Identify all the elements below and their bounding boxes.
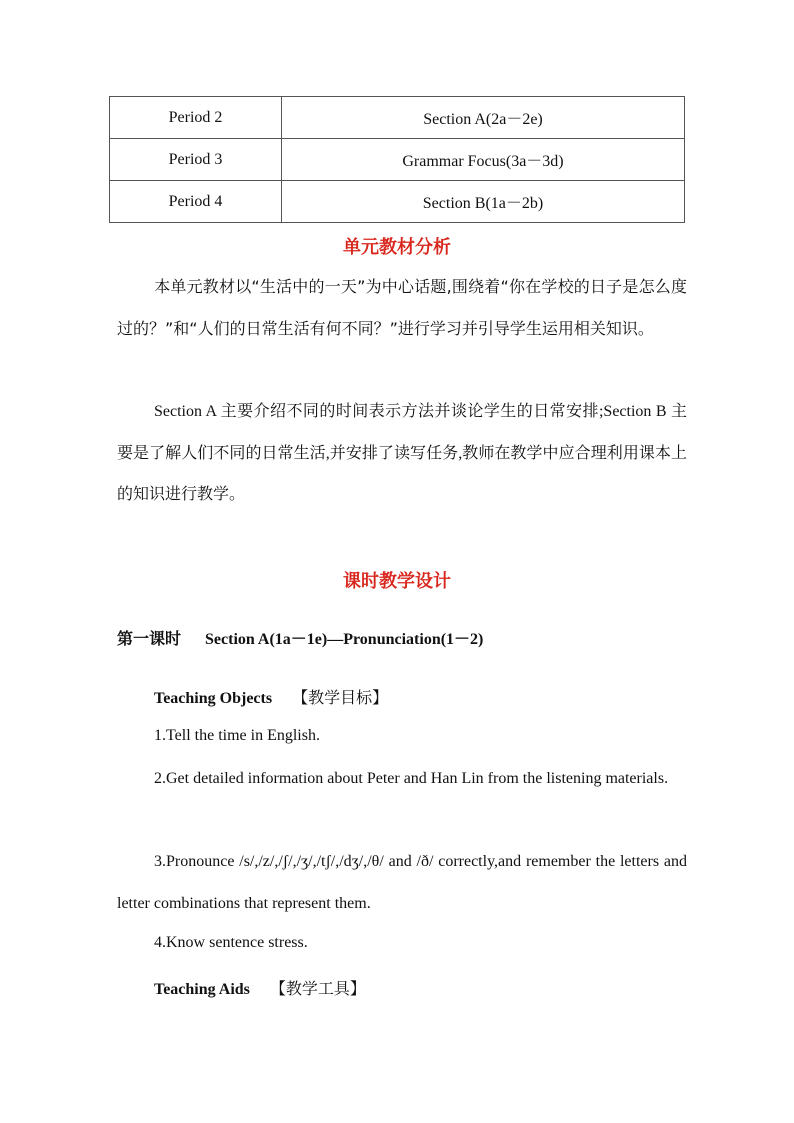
period-cell: Period 2	[110, 97, 282, 139]
lesson-title-line	[117, 626, 483, 649]
analysis-heading: 单元教材分析	[343, 237, 451, 258]
section-cell: Grammar Focus(3a－3d)	[282, 139, 685, 181]
teaching-aids-cn: 【教学工具】	[269, 979, 366, 998]
objective-item: 4.Know sentence stress.	[154, 934, 308, 951]
lesson-label: 第一课时	[117, 629, 182, 648]
table-row	[110, 139, 685, 181]
teaching-objects-cn: 【教学目标】	[292, 688, 389, 707]
objective-item: 3.Pronounce /s/,/z/,/ʃ/,/ʒ/,/tʃ/,/dʒ/,/θ/ and /ð/ correctly,and remember the letters and letter combinations that represent them.	[117, 853, 687, 912]
analysis-paragraph-2: Section A 主要介绍不同的时间表示方法并谈论学生的日常安排;Section B 主要是了解人们不同的日常生活,并安排了读写任务,教师在教学中应合理利用课本上的知识进行教学。	[117, 403, 687, 503]
teaching-objects-line	[154, 685, 388, 708]
section-cell: Section A(2a－2e)	[282, 97, 685, 139]
teaching-aids-label: Teaching Aids	[154, 981, 250, 998]
objective-item: 1.Tell the time in English.	[154, 727, 320, 744]
lesson-title: Section A(1a－1e)—Pronunciation(1－2)	[205, 631, 484, 648]
table-row	[110, 97, 685, 139]
design-heading: 课时教学设计	[343, 571, 451, 592]
analysis-paragraph-1: 本单元教材以“生活中的一天”为中心话题,围绕着“你在学校的日子是怎么度过的？”和“人们的日常生活有何不同？”进行学习并引导学生运用相关知识。	[117, 277, 687, 338]
period-cell: Period 4	[110, 181, 282, 223]
section-cell: Section B(1a－2b)	[282, 181, 685, 223]
teaching-objects-label: Teaching Objects	[154, 690, 273, 707]
objective-item: 2.Get detailed information about Peter and Han Lin from the listening materials.	[154, 770, 669, 787]
period-schedule-table	[109, 96, 685, 223]
period-cell: Period 3	[110, 139, 282, 181]
teaching-aids-line	[154, 976, 366, 999]
table-row	[110, 181, 685, 223]
